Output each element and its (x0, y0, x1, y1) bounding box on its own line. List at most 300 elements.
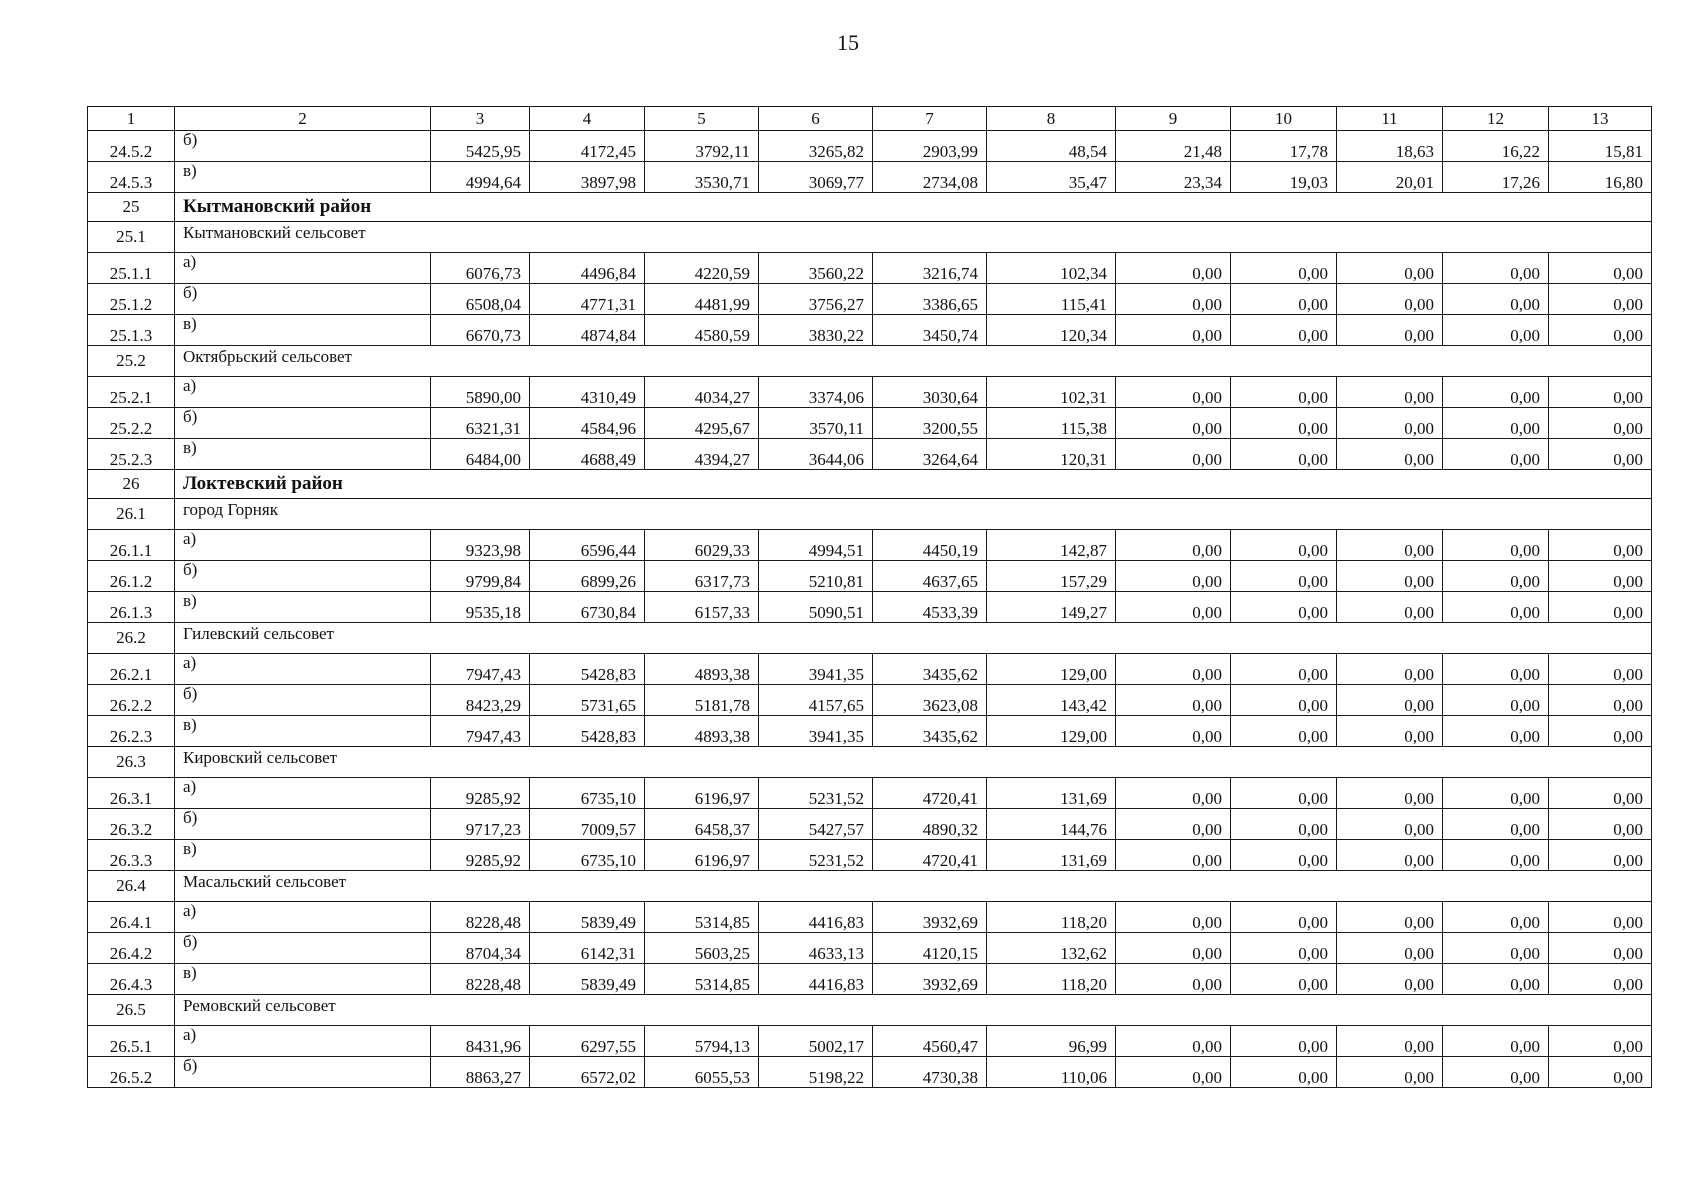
value-cell: 0,00 (1443, 902, 1549, 933)
value-cell: 4994,64 (431, 162, 530, 193)
value-cell: 18,63 (1337, 131, 1443, 162)
value-cell: 0,00 (1337, 1057, 1443, 1088)
value-cell: 23,34 (1116, 162, 1231, 193)
option-label: в) (175, 716, 431, 747)
value-cell: 3200,55 (873, 408, 987, 439)
option-label: в) (175, 592, 431, 623)
value-cell: 4633,13 (759, 933, 873, 964)
value-cell: 15,81 (1549, 131, 1652, 162)
value-cell: 0,00 (1549, 408, 1652, 439)
value-cell: 0,00 (1443, 840, 1549, 871)
value-cell: 6076,73 (431, 253, 530, 284)
value-cell: 9717,23 (431, 809, 530, 840)
value-cell: 5090,51 (759, 592, 873, 623)
option-label: в) (175, 162, 431, 193)
row-code: 25.2 (88, 346, 175, 377)
value-cell: 4720,41 (873, 840, 987, 871)
settlement-row (88, 346, 1652, 377)
row-code: 26.2.3 (88, 716, 175, 747)
value-cell: 6596,44 (530, 530, 645, 561)
value-cell: 6484,00 (431, 439, 530, 470)
row-code: 25.2.1 (88, 377, 175, 408)
value-cell: 0,00 (1116, 253, 1231, 284)
value-cell: 20,01 (1337, 162, 1443, 193)
row-code: 26.3 (88, 747, 175, 778)
row-code: 25.1 (88, 222, 175, 253)
column-header: 3 (431, 107, 530, 131)
value-cell: 5427,57 (759, 809, 873, 840)
row-code: 26.1.1 (88, 530, 175, 561)
row-code: 26.5.2 (88, 1057, 175, 1088)
value-cell: 3623,08 (873, 685, 987, 716)
value-cell: 129,00 (987, 654, 1116, 685)
value-cell: 2734,08 (873, 162, 987, 193)
value-cell: 0,00 (1337, 561, 1443, 592)
value-cell: 102,34 (987, 253, 1116, 284)
value-cell: 0,00 (1231, 964, 1337, 995)
settlement-row (88, 995, 1652, 1026)
value-cell: 6735,10 (530, 778, 645, 809)
value-cell: 0,00 (1443, 809, 1549, 840)
settlement-row (88, 222, 1652, 253)
option-label: б) (175, 408, 431, 439)
value-cell: 3435,62 (873, 716, 987, 747)
value-cell: 4481,99 (645, 284, 759, 315)
value-cell: 0,00 (1231, 592, 1337, 623)
row-code: 25.1.2 (88, 284, 175, 315)
district-row (88, 193, 1652, 222)
table-row (88, 377, 1652, 408)
value-cell: 8228,48 (431, 964, 530, 995)
value-cell: 35,47 (987, 162, 1116, 193)
value-cell: 0,00 (1549, 1026, 1652, 1057)
table-row (88, 253, 1652, 284)
value-cell: 0,00 (1231, 284, 1337, 315)
value-cell: 5731,65 (530, 685, 645, 716)
option-label: а) (175, 778, 431, 809)
option-label: б) (175, 809, 431, 840)
value-cell: 0,00 (1443, 284, 1549, 315)
value-cell: 4874,84 (530, 315, 645, 346)
table-row (88, 685, 1652, 716)
value-cell: 0,00 (1231, 1026, 1337, 1057)
value-cell: 96,99 (987, 1026, 1116, 1057)
value-cell: 4416,83 (759, 902, 873, 933)
option-label: а) (175, 377, 431, 408)
table-row (88, 840, 1652, 871)
value-cell: 0,00 (1549, 1057, 1652, 1088)
column-header: 8 (987, 107, 1116, 131)
value-cell: 0,00 (1549, 902, 1652, 933)
value-cell: 0,00 (1549, 253, 1652, 284)
option-label: а) (175, 654, 431, 685)
value-cell: 8423,29 (431, 685, 530, 716)
table-row (88, 530, 1652, 561)
value-cell: 0,00 (1116, 439, 1231, 470)
district-name: Локтевский район (175, 470, 1652, 499)
option-label: б) (175, 131, 431, 162)
row-code: 26 (88, 470, 175, 499)
value-cell: 129,00 (987, 716, 1116, 747)
value-cell: 144,76 (987, 809, 1116, 840)
row-code: 26.5.1 (88, 1026, 175, 1057)
settlement-row (88, 623, 1652, 654)
value-cell: 4994,51 (759, 530, 873, 561)
value-cell: 3792,11 (645, 131, 759, 162)
settlement-row (88, 871, 1652, 902)
value-cell: 0,00 (1231, 253, 1337, 284)
row-code: 25 (88, 193, 175, 222)
value-cell: 3435,62 (873, 654, 987, 685)
value-cell: 0,00 (1549, 716, 1652, 747)
value-cell: 0,00 (1443, 253, 1549, 284)
value-cell: 4533,39 (873, 592, 987, 623)
value-cell: 6508,04 (431, 284, 530, 315)
value-cell: 0,00 (1549, 778, 1652, 809)
table-row (88, 964, 1652, 995)
column-header: 6 (759, 107, 873, 131)
value-cell: 4120,15 (873, 933, 987, 964)
value-cell: 4394,27 (645, 439, 759, 470)
district-name: Кытмановский район (175, 193, 1652, 222)
value-cell: 9285,92 (431, 778, 530, 809)
value-cell: 0,00 (1337, 654, 1443, 685)
option-label: б) (175, 685, 431, 716)
value-cell: 0,00 (1549, 840, 1652, 871)
value-cell: 5231,52 (759, 778, 873, 809)
value-cell: 3530,71 (645, 162, 759, 193)
value-cell: 4893,38 (645, 716, 759, 747)
value-cell: 5231,52 (759, 840, 873, 871)
value-cell: 0,00 (1337, 840, 1443, 871)
row-code: 24.5.3 (88, 162, 175, 193)
table-row (88, 716, 1652, 747)
table-row (88, 654, 1652, 685)
settlement-name: город Горняк (175, 499, 1652, 530)
table-row (88, 315, 1652, 346)
value-cell: 5428,83 (530, 654, 645, 685)
value-cell: 6317,73 (645, 561, 759, 592)
value-cell: 3560,22 (759, 253, 873, 284)
value-cell: 9535,18 (431, 592, 530, 623)
row-code: 26.3.2 (88, 809, 175, 840)
column-header: 1 (88, 107, 175, 131)
value-cell: 0,00 (1337, 685, 1443, 716)
option-label: б) (175, 933, 431, 964)
value-cell: 0,00 (1231, 408, 1337, 439)
table-row (88, 439, 1652, 470)
value-cell: 0,00 (1337, 377, 1443, 408)
value-cell: 115,41 (987, 284, 1116, 315)
value-cell: 0,00 (1443, 964, 1549, 995)
value-cell: 0,00 (1231, 439, 1337, 470)
value-cell: 6730,84 (530, 592, 645, 623)
table-row (88, 1057, 1652, 1088)
value-cell: 4584,96 (530, 408, 645, 439)
settlement-name: Масальский сельсовет (175, 871, 1652, 902)
value-cell: 19,03 (1231, 162, 1337, 193)
value-cell: 0,00 (1549, 561, 1652, 592)
table-row (88, 1026, 1652, 1057)
settlement-name: Октябрьский сельсовет (175, 346, 1652, 377)
value-cell: 5181,78 (645, 685, 759, 716)
value-cell: 6196,97 (645, 778, 759, 809)
value-cell: 3932,69 (873, 902, 987, 933)
value-cell: 0,00 (1231, 561, 1337, 592)
column-header: 5 (645, 107, 759, 131)
value-cell: 0,00 (1116, 964, 1231, 995)
table-row (88, 408, 1652, 439)
value-cell: 0,00 (1549, 284, 1652, 315)
row-code: 26.3.1 (88, 778, 175, 809)
value-cell: 3216,74 (873, 253, 987, 284)
table-row (88, 561, 1652, 592)
row-code: 26.4.1 (88, 902, 175, 933)
value-cell: 0,00 (1337, 284, 1443, 315)
value-cell: 7009,57 (530, 809, 645, 840)
row-code: 26.4.2 (88, 933, 175, 964)
value-cell: 0,00 (1443, 377, 1549, 408)
value-cell: 8863,27 (431, 1057, 530, 1088)
value-cell: 3069,77 (759, 162, 873, 193)
value-cell: 5198,22 (759, 1057, 873, 1088)
settlement-name: Кытмановский сельсовет (175, 222, 1652, 253)
value-cell: 9799,84 (431, 561, 530, 592)
value-cell: 5210,81 (759, 561, 873, 592)
table-row (88, 933, 1652, 964)
value-cell: 4688,49 (530, 439, 645, 470)
value-cell: 0,00 (1337, 933, 1443, 964)
value-cell: 3756,27 (759, 284, 873, 315)
row-code: 26.4 (88, 871, 175, 902)
value-cell: 0,00 (1337, 1026, 1443, 1057)
value-cell: 0,00 (1337, 716, 1443, 747)
table-row (88, 284, 1652, 315)
table-row (88, 778, 1652, 809)
value-cell: 0,00 (1337, 778, 1443, 809)
value-cell: 0,00 (1549, 685, 1652, 716)
value-cell: 3570,11 (759, 408, 873, 439)
value-cell: 0,00 (1116, 840, 1231, 871)
value-cell: 115,38 (987, 408, 1116, 439)
table-row (88, 902, 1652, 933)
option-label: в) (175, 964, 431, 995)
value-cell: 0,00 (1443, 561, 1549, 592)
value-cell: 6029,33 (645, 530, 759, 561)
value-cell: 7947,43 (431, 716, 530, 747)
district-row (88, 470, 1652, 499)
value-cell: 6157,33 (645, 592, 759, 623)
value-cell: 17,78 (1231, 131, 1337, 162)
column-header: 9 (1116, 107, 1231, 131)
value-cell: 0,00 (1549, 530, 1652, 561)
row-code: 25.2.2 (88, 408, 175, 439)
column-header: 13 (1549, 107, 1652, 131)
value-cell: 0,00 (1231, 716, 1337, 747)
value-cell: 0,00 (1231, 685, 1337, 716)
value-cell: 9285,92 (431, 840, 530, 871)
value-cell: 6572,02 (530, 1057, 645, 1088)
value-cell: 3941,35 (759, 716, 873, 747)
value-cell: 0,00 (1231, 654, 1337, 685)
value-cell: 0,00 (1337, 439, 1443, 470)
option-label: б) (175, 1057, 431, 1088)
value-cell: 4496,84 (530, 253, 645, 284)
settlement-name: Ремовский сельсовет (175, 995, 1652, 1026)
value-cell: 0,00 (1231, 1057, 1337, 1088)
value-cell: 0,00 (1443, 592, 1549, 623)
table-row (88, 162, 1652, 193)
value-cell: 21,48 (1116, 131, 1231, 162)
value-cell: 0,00 (1116, 1026, 1231, 1057)
settlement-name: Гилевский сельсовет (175, 623, 1652, 654)
value-cell: 0,00 (1443, 408, 1549, 439)
value-cell: 4310,49 (530, 377, 645, 408)
value-cell: 0,00 (1443, 778, 1549, 809)
value-cell: 4450,19 (873, 530, 987, 561)
value-cell: 8431,96 (431, 1026, 530, 1057)
value-cell: 4890,32 (873, 809, 987, 840)
row-code: 24.5.2 (88, 131, 175, 162)
value-cell: 0,00 (1549, 809, 1652, 840)
value-cell: 4560,47 (873, 1026, 987, 1057)
value-cell: 6735,10 (530, 840, 645, 871)
value-cell: 0,00 (1116, 377, 1231, 408)
value-cell: 0,00 (1116, 716, 1231, 747)
value-cell: 110,06 (987, 1057, 1116, 1088)
value-cell: 0,00 (1231, 778, 1337, 809)
value-cell: 5839,49 (530, 964, 645, 995)
value-cell: 0,00 (1549, 933, 1652, 964)
value-cell: 0,00 (1549, 315, 1652, 346)
value-cell: 17,26 (1443, 162, 1549, 193)
value-cell: 0,00 (1116, 685, 1231, 716)
option-label: в) (175, 840, 431, 871)
table-row (88, 592, 1652, 623)
column-number-row (88, 107, 1652, 131)
settlement-row (88, 499, 1652, 530)
value-cell: 5794,13 (645, 1026, 759, 1057)
value-cell: 0,00 (1116, 561, 1231, 592)
value-cell: 3030,64 (873, 377, 987, 408)
value-cell: 0,00 (1116, 933, 1231, 964)
value-cell: 118,20 (987, 964, 1116, 995)
value-cell: 120,34 (987, 315, 1116, 346)
option-label: б) (175, 284, 431, 315)
value-cell: 4730,38 (873, 1057, 987, 1088)
value-cell: 4893,38 (645, 654, 759, 685)
value-cell: 0,00 (1549, 377, 1652, 408)
value-cell: 0,00 (1337, 809, 1443, 840)
value-cell: 6670,73 (431, 315, 530, 346)
value-cell: 0,00 (1337, 408, 1443, 439)
page-number: 15 (837, 30, 859, 55)
column-header: 10 (1231, 107, 1337, 131)
value-cell: 4220,59 (645, 253, 759, 284)
value-cell: 3830,22 (759, 315, 873, 346)
value-cell: 0,00 (1231, 840, 1337, 871)
row-code: 26.3.3 (88, 840, 175, 871)
value-cell: 0,00 (1231, 933, 1337, 964)
value-cell: 5428,83 (530, 716, 645, 747)
value-cell: 3450,74 (873, 315, 987, 346)
value-cell: 4295,67 (645, 408, 759, 439)
row-code: 25.2.3 (88, 439, 175, 470)
value-cell: 4172,45 (530, 131, 645, 162)
value-cell: 5839,49 (530, 902, 645, 933)
value-cell: 0,00 (1443, 530, 1549, 561)
value-cell: 0,00 (1116, 530, 1231, 561)
value-cell: 3265,82 (759, 131, 873, 162)
option-label: б) (175, 561, 431, 592)
value-cell: 0,00 (1443, 1026, 1549, 1057)
value-cell: 142,87 (987, 530, 1116, 561)
value-cell: 2903,99 (873, 131, 987, 162)
value-cell: 48,54 (987, 131, 1116, 162)
value-cell: 3932,69 (873, 964, 987, 995)
row-code: 26.5 (88, 995, 175, 1026)
value-cell: 0,00 (1443, 685, 1549, 716)
value-cell: 118,20 (987, 902, 1116, 933)
value-cell: 132,62 (987, 933, 1116, 964)
value-cell: 6321,31 (431, 408, 530, 439)
value-cell: 0,00 (1337, 530, 1443, 561)
value-cell: 5425,95 (431, 131, 530, 162)
row-code: 26.2.1 (88, 654, 175, 685)
value-cell: 0,00 (1116, 592, 1231, 623)
settlement-row (88, 747, 1652, 778)
value-cell: 0,00 (1549, 964, 1652, 995)
value-cell: 102,31 (987, 377, 1116, 408)
value-cell: 3374,06 (759, 377, 873, 408)
value-cell: 0,00 (1231, 902, 1337, 933)
value-cell: 6196,97 (645, 840, 759, 871)
row-code: 26.1.3 (88, 592, 175, 623)
value-cell: 0,00 (1443, 716, 1549, 747)
value-cell: 4157,65 (759, 685, 873, 716)
row-code: 26.4.3 (88, 964, 175, 995)
value-cell: 0,00 (1443, 654, 1549, 685)
value-cell: 0,00 (1337, 964, 1443, 995)
value-cell: 0,00 (1116, 408, 1231, 439)
value-cell: 0,00 (1337, 902, 1443, 933)
value-cell: 131,69 (987, 778, 1116, 809)
value-cell: 6458,37 (645, 809, 759, 840)
value-cell: 0,00 (1231, 315, 1337, 346)
value-cell: 0,00 (1549, 592, 1652, 623)
value-cell: 0,00 (1116, 902, 1231, 933)
value-cell: 0,00 (1116, 778, 1231, 809)
value-cell: 0,00 (1443, 439, 1549, 470)
table-row (88, 131, 1652, 162)
value-cell: 4416,83 (759, 964, 873, 995)
value-cell: 0,00 (1443, 933, 1549, 964)
option-label: в) (175, 315, 431, 346)
value-cell: 4580,59 (645, 315, 759, 346)
value-cell: 3897,98 (530, 162, 645, 193)
value-cell: 4720,41 (873, 778, 987, 809)
value-cell: 0,00 (1116, 654, 1231, 685)
value-cell: 5603,25 (645, 933, 759, 964)
column-header: 12 (1443, 107, 1549, 131)
table-row (88, 809, 1652, 840)
column-header: 2 (175, 107, 431, 131)
value-cell: 16,80 (1549, 162, 1652, 193)
value-cell: 0,00 (1443, 315, 1549, 346)
value-cell: 4034,27 (645, 377, 759, 408)
option-label: а) (175, 902, 431, 933)
value-cell: 5890,00 (431, 377, 530, 408)
